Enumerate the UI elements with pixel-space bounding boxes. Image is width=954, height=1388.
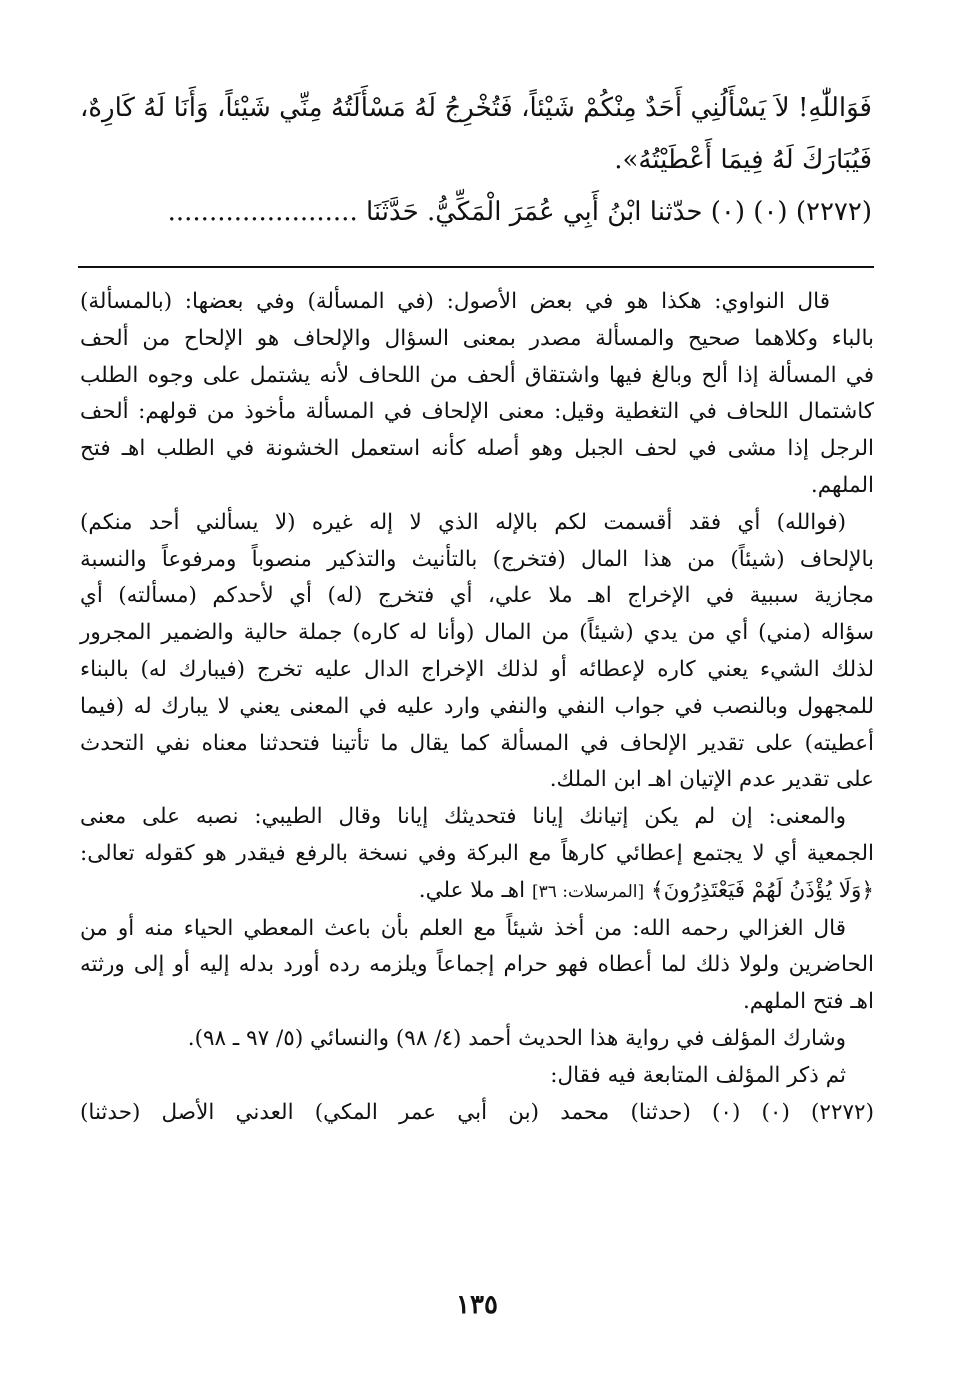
commentary-line: على تقدير عدم الإتيان اهـ ابن الملك. bbox=[549, 767, 874, 793]
commentary-line: للمجهول وبالنصب في جواب النفي والنفي وارد عليه في المعنى يعني لا يبارك له (فيما bbox=[80, 693, 874, 719]
commentary-line: أعطيته) على تقدير الإلحاف في المسألة كما يقال ما تأتينا فتحدثنا معناه نفي التحدث bbox=[80, 730, 874, 756]
footnote-divider bbox=[78, 266, 874, 268]
page-number: ١٣٥ bbox=[456, 1290, 498, 1320]
commentary-line: قال النواوي: هكذا هو في بعض الأصول: (في المسألة) وفي بعضها: (بالمسألة) bbox=[80, 289, 830, 314]
commentary-paragraph-explanation bbox=[80, 505, 874, 799]
hadith-text bbox=[80, 82, 872, 238]
commentary-line: كاشتمال اللحاف في التغطية وقيل: معنى الإلحاف في المسألة مأخوذ من قولهم: ألحف bbox=[80, 399, 874, 425]
commentary-paragraph-isnad bbox=[80, 1095, 874, 1132]
commentary-line: والمعنى: إن لم يكن إتيانك إيانا فتحديثك إيانا وقال الطيبي: نصبه على معنى bbox=[80, 804, 846, 830]
hadith-line-3 bbox=[80, 186, 872, 238]
commentary-line: في المسألة إذا ألح وبالغ فيها واشتقاق ألحف من اللحاف لأنه يشتمل على وجوه الطلب bbox=[80, 362, 874, 388]
commentary-paragraph-sharing bbox=[80, 1021, 874, 1095]
citation: اهـ ملا علي. bbox=[418, 877, 526, 903]
commentary-line: وشارك المؤلف في رواية هذا الحديث أحمد (٤/ ٩٨) والنسائي (٥/ ٩٧ ـ ٩٨). bbox=[187, 1025, 846, 1051]
hadith-line-1: فَوَاللّٰهِ! لاَ يَسْأَلُنِي أَحَدٌ مِنْكُمْ شَيْئاً، فَتُخْرِجُ لَهُ مَسْأَلَتُهُ مِنِّي شَيْئاً، وَأَنَا لَهُ كَارِهٌ، bbox=[80, 93, 872, 123]
commentary-line: مجازية سببية في الإخراج اهـ ملا علي، أي فتخرج (له) أي لأحدكم (مسألته) أي bbox=[80, 583, 874, 609]
hadith-line-2: فَيُبَارَكَ لَهُ فِيمَا أَعْطَيْتُهُ». bbox=[614, 145, 872, 175]
commentary-paragraph-meaning bbox=[80, 799, 874, 910]
commentary-line bbox=[80, 873, 874, 911]
commentary-line: (٢٢٧٢) (٠) (٠) (حدثنا) محمد (بن أبي عمر المكي) العدني الأصل (حدثنا) bbox=[80, 1099, 874, 1125]
commentary-paragraph-nawawi bbox=[80, 284, 874, 505]
quran-reference: [المرسلات: ٣٦] bbox=[531, 881, 645, 902]
commentary-line: الرجل إذا مشى في لحف الجبل وهو أصله كأنه استعمل الخشونة في الطلب اهـ فتح bbox=[80, 436, 874, 462]
commentary-line: الملهم. bbox=[810, 472, 874, 498]
commentary-line: بالباء وكلاهما صحيح والمسألة مصدر بمعنى السؤال والإلحاف هو الإلحاح من ألحف bbox=[80, 325, 874, 351]
commentary-line: لذلك الشيء يعني كاره لإعطائه أو لذلك الإخراج الدال عليه تخرج (فيبارك له) بالبناء bbox=[80, 656, 874, 682]
commentary-line: (فوالله) أي فقد أقسمت لكم بالإله الذي لا إله غيره (لا يسألني أحد منكم) bbox=[80, 509, 846, 535]
commentary-line: الجمعية أي لا يجتمع إعطائي كارهاً مع البركة وفي نسخة بالرفع فيقدر هو كقوله تعالى: bbox=[80, 840, 874, 866]
commentary bbox=[80, 284, 874, 1131]
commentary-line: بالإلحاف (شيئاً) من هذا المال (فتخرج) بالتأنيث والتذكير منصوباً ومرفوعاً والنسبة bbox=[80, 546, 874, 572]
commentary-line: ثم ذكر المؤلف المتابعة فيه فقال: bbox=[550, 1062, 846, 1088]
commentary-paragraph-ghazali bbox=[80, 911, 874, 1021]
commentary-line: اهـ فتح الملهم. bbox=[742, 989, 874, 1015]
commentary-line: سؤاله (مني) أي من يدي (شيئاً) من المال (وأنا له كاره) جملة حالية والضمير المجرور bbox=[80, 620, 874, 646]
quran-verse: ﴿وَلَا يُؤْذَنُ لَهُمْ فَيَعْتَذِرُونَ﴾ bbox=[650, 877, 874, 903]
commentary-line: قال الغزالي رحمه الله: من أخذ شيئاً مع العلم بأن باعث المعطي الحياء منه أو من bbox=[80, 915, 846, 941]
hadith-isnad: (٢٢٧٢) (٠) (٠) حدّثنا ابْنُ أَبِي عُمَرَ الْمَكِّيُّ. حَدَّثَنَا bbox=[365, 197, 872, 227]
commentary-line: الحاضرين ولولا ذلك لما أعطاه فهو حرام إجماعاً ويلزمه رده أورد بدله إليه أو إلى ورثته bbox=[80, 952, 874, 978]
continuation-dots: ....................... bbox=[167, 197, 358, 227]
